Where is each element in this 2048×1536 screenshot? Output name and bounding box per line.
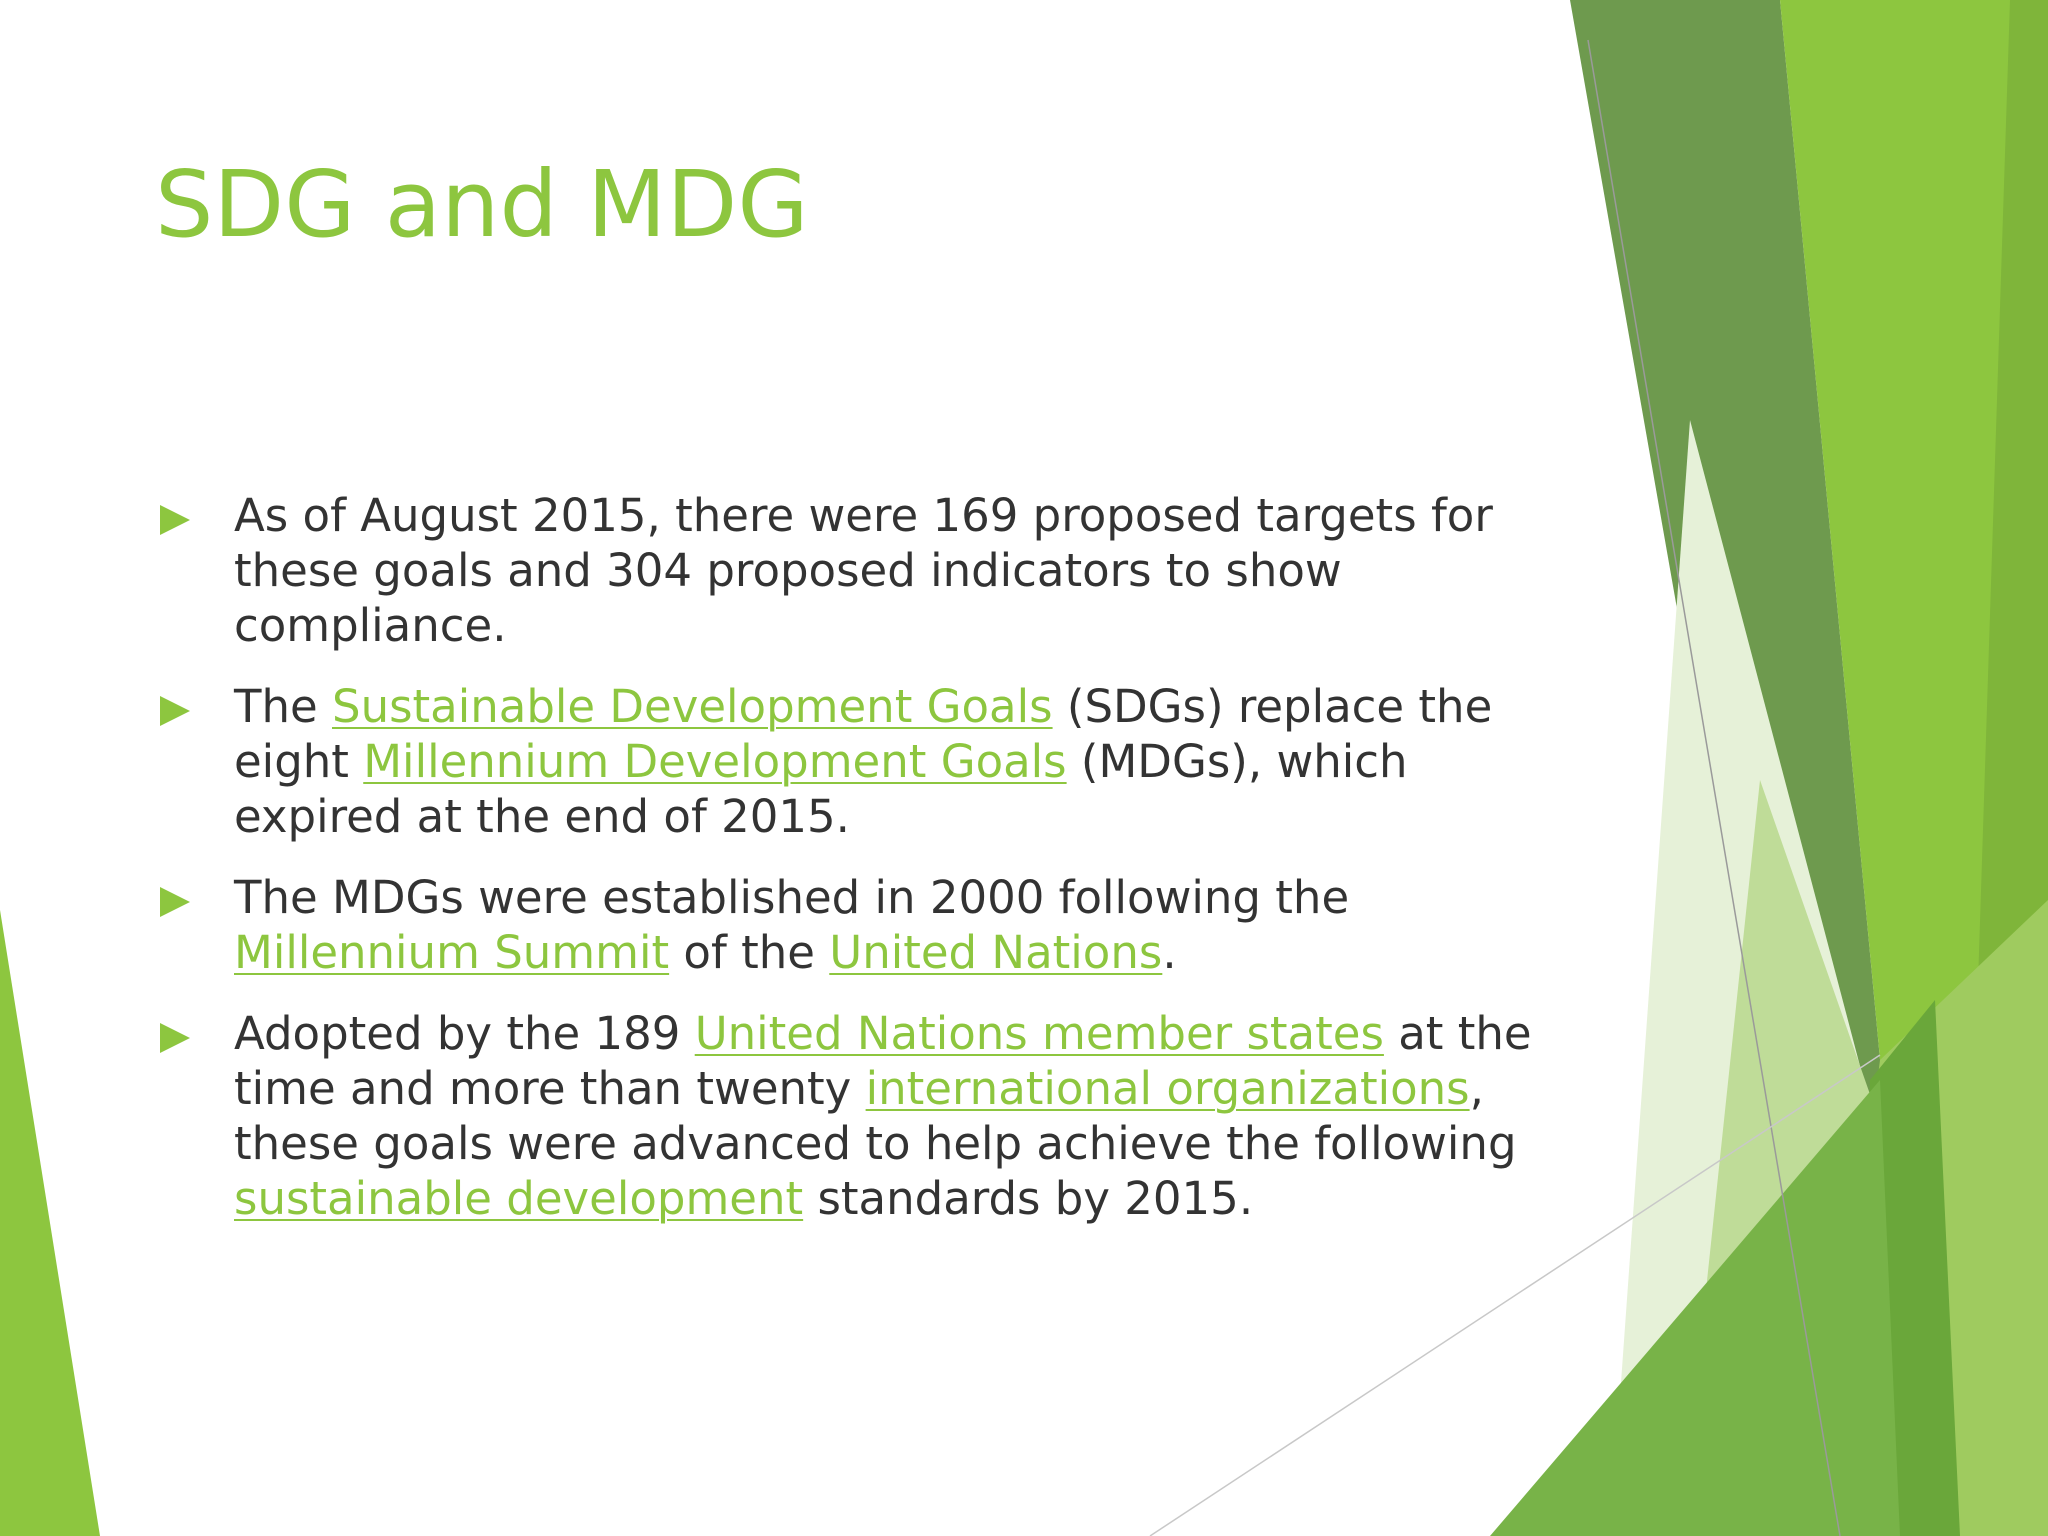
- hyperlink[interactable]: United Nations member states: [694, 1007, 1384, 1060]
- bullet-text-segment: Adopted by the 189: [234, 1007, 695, 1060]
- hyperlink[interactable]: United Nations: [829, 926, 1163, 979]
- bullet-list: [160, 488, 1580, 1252]
- bullet-item: [160, 1006, 1580, 1226]
- hyperlink[interactable]: sustainable development: [234, 1172, 804, 1225]
- triangle-bullet-icon: [160, 887, 190, 917]
- bullet-text-segment: As of August 2015, there were 169 proposed targets for these goals and 304 proposed indicators to show compliance.: [234, 489, 1493, 652]
- bullet-item: [160, 679, 1580, 844]
- left-facet: [0, 910, 100, 1536]
- bullet-text-segment: The: [234, 680, 332, 733]
- bullet-item: [160, 870, 1580, 980]
- bullet-text-segment: standards by 2015.: [803, 1172, 1254, 1225]
- bullet-text: [234, 1007, 1532, 1225]
- triangle-bullet-icon: [160, 505, 190, 535]
- hyperlink[interactable]: Sustainable Development Goals: [332, 680, 1053, 733]
- hyperlink[interactable]: international organizations: [865, 1062, 1470, 1115]
- slide-title: SDG and MDG: [155, 151, 809, 258]
- bullet-text-segment: .: [1162, 926, 1177, 979]
- triangle-bullet-icon: [160, 696, 190, 726]
- bullet-item: [160, 488, 1580, 653]
- bullet-text-segment: (SDGs) replace the eight: [234, 680, 1493, 788]
- bullet-text-segment: (MDGs), which expired at the end of 2015.: [234, 735, 1408, 843]
- bullet-text: [234, 489, 1493, 652]
- bullet-text-segment: at the time and more than twenty: [234, 1007, 1532, 1115]
- bullet-text: [234, 871, 1349, 979]
- bullet-text: [234, 680, 1492, 843]
- hyperlink[interactable]: Millennium Summit: [234, 926, 670, 979]
- hyperlink[interactable]: Millennium Development Goals: [363, 735, 1067, 788]
- bullet-text-segment: The MDGs were established in 2000 following the: [234, 871, 1350, 924]
- bullet-text-segment: , these goals were advanced to help achieve the following: [234, 1062, 1517, 1170]
- triangle-bullet-icon: [160, 1023, 190, 1053]
- bullet-text-segment: of the: [669, 926, 830, 979]
